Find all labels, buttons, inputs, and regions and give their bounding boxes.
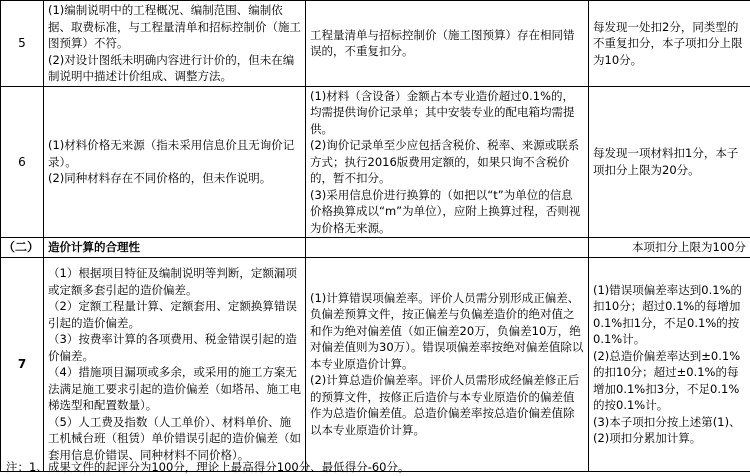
table-row: [1, 86, 750, 238]
deduction-cell: 每发现一处扣2分，同类型的不重复扣分，本子项扣分上限为10分。: [589, 1, 750, 87]
table-row: [1, 257, 750, 471]
row-number: 5: [1, 1, 44, 87]
deduction-cell: (1)错误项偏差率达到0.1%的扣10分；超过0.1%的每增加0.1%扣1分，不足0.1%的按0.1%计。 (2)总造价偏差率达到±0.1%的扣10分；超过±0.1%的每增加0.1%扣3分，不足0.1%的按0.1%计。 (3)本子项扣分按上述第(1)、(2)项扣分累加计算。: [589, 257, 750, 471]
deduction-cell: 每发现一项材料扣1分，本子项扣分上限为20分。: [589, 86, 750, 238]
footnote: 注：1、成果文件的起评分为100分，理论上最高得分100分、最低得分-60分。: [6, 460, 410, 474]
section-empty-cell: [306, 238, 589, 258]
criteria-cell: (1)材料价格无来源（指未采用信息价且无询价记录）。 (2)同种材料存在不同价格的，但未作说明。: [44, 86, 306, 238]
row-number: 6: [1, 86, 44, 238]
standard-cell: (1)材料（含设备）金额占本专业造价超过0.1%的，均需提供询价记录单；其中安装专业的配电箱均需提供。 (2)询价记录单至少应包括含税价、税率、来源或联系方式；执行2016版费用定额的，如果只询不含税价的，暂不扣分。 (3)采用信息价进行换算的（如把以“t”为单位的信息价格换算成以“m”为单位），应附上换算过程，否则视为价格无来源。: [306, 86, 589, 238]
row-number: 7: [1, 257, 44, 471]
section-row: [1, 238, 750, 258]
standard-cell: 工程量清单与招标控制价（施工图预算）存在相同错误的，不重复扣分。: [306, 1, 589, 87]
section-title: 造价计算的合理性: [44, 238, 306, 258]
standard-cell: (1)计算错误项偏差率。评价人员需分别形成正偏差、负偏差预算文件，按正偏差与负偏差造价的绝对值之和作为绝对偏差值（如正偏差20万，负偏差10万，绝对偏差值则为30万）。错误项偏差率按绝对偏差值除以本专业原造价计算。 (2)计算总造价偏差率。评价人员需形成经偏差修正后的预算文件，按修正后造价与本专业原造价的偏差值作为总造价偏差值。总造价偏差率按总造价偏差值除以本专业原造价计算。: [306, 257, 589, 471]
table-row: [1, 1, 750, 87]
section-limit: 本项扣分上限为100分: [589, 238, 750, 258]
criteria-cell: (1)编制说明中的工程概况、编制范围、编制依据、取费标准，与工程量清单和招标控制价（施工图预算）不符。 (2)对设计图纸未明确内容进行计价的，但未在编制说明中描述计价组成、调整方法。: [44, 1, 306, 87]
criteria-cell: （1）根据项目特征及编制说明等判断，定额漏项或定额多套引起的造价偏差。 （2）定额工程量计算、定额套用、定额换算错误引起的造价偏差。 （3）按费率计算的各项费用、税金错误引起的造价偏差。 （4）措施项目漏项或多余，或采用的施工方案无法满足施工要求引起的造价偏差（如塔吊、施工电梯选型和配置数量）。 （5）人工费及指数（人工单价）、材料单价、施工机械台班（租赁）单价错误引起的造价偏差（如套用信息价错误、同种材料不同价格）。: [44, 257, 306, 471]
section-label: （二）: [1, 238, 44, 258]
